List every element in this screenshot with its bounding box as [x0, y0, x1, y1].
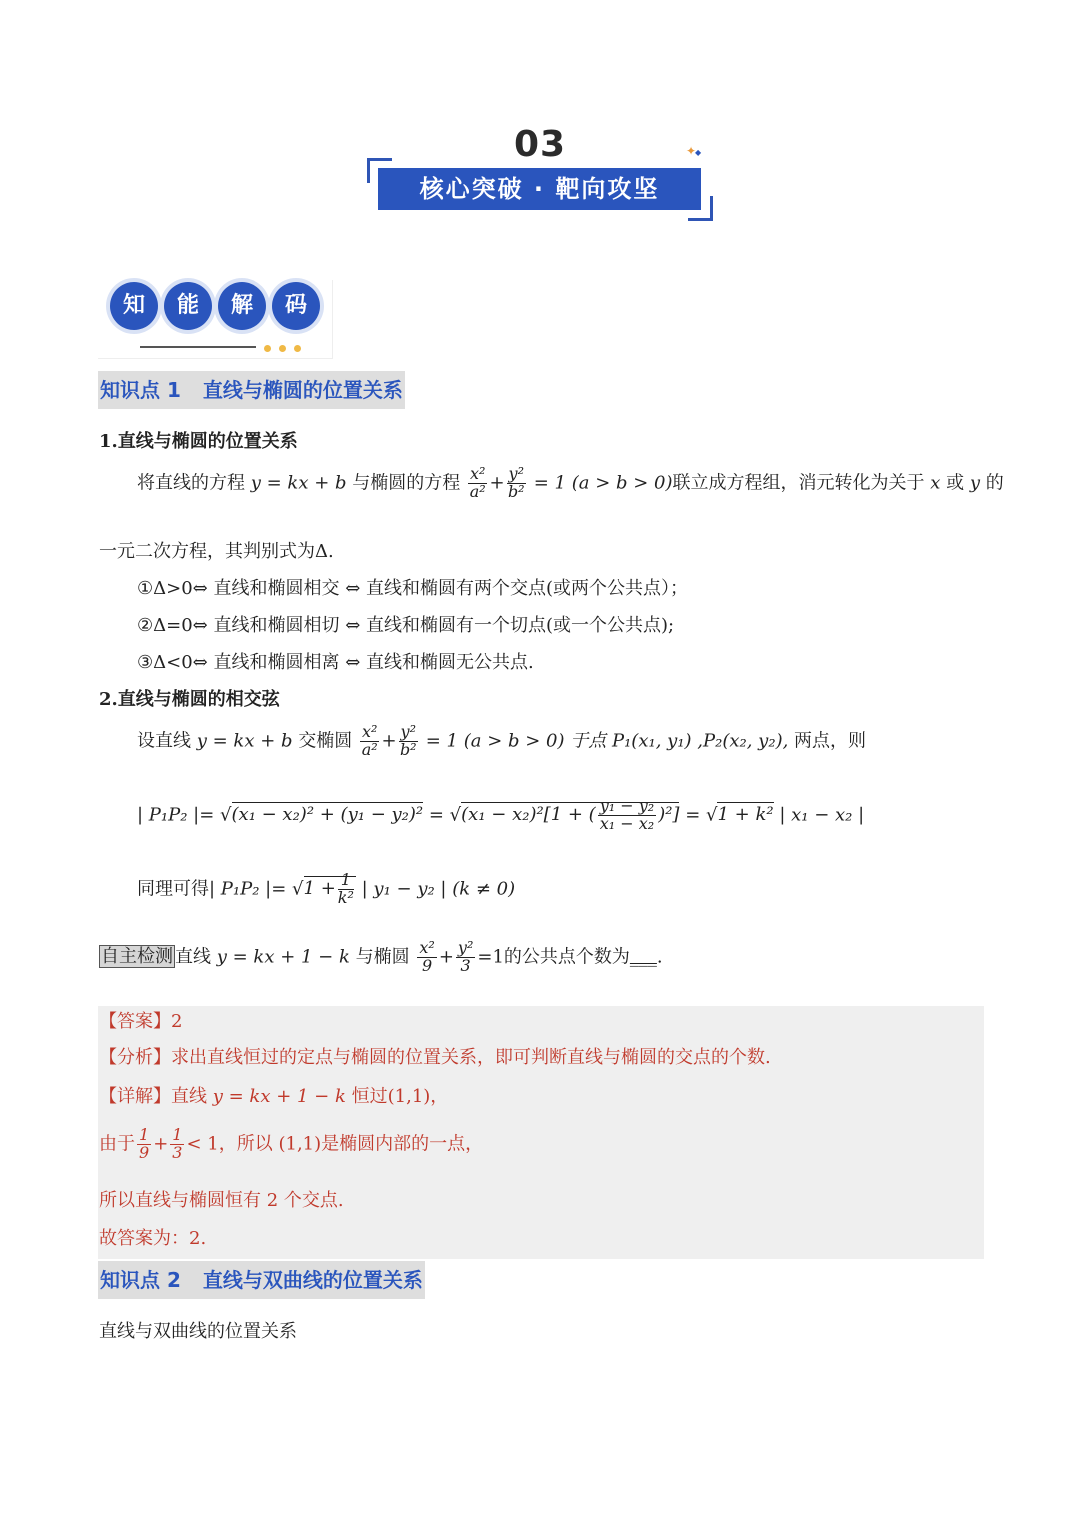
detail-line-2: 由于 $\frac{1}{9}$ + $\frac{1}{3}$ < 1，所以 (1,1)是椭圆内部的一点，	[99, 1125, 484, 1162]
sparkle-icon: ✦	[686, 144, 697, 158]
detail-line: 【详解】直线 y = kx + 1 − k 恒过(1,1)，	[99, 1086, 449, 1107]
detail-line-4: 故答案为：2.	[99, 1228, 207, 1249]
badge-dot	[279, 345, 286, 352]
badge-dot	[264, 345, 271, 352]
knowledge-char-2: 能	[164, 282, 212, 330]
chord-length-formula-y: 同理可得| P₁P₂ |= √1 + $\frac{1}{\text{k²}}$ | y₁ − y₂ | (k ≠ 0)	[137, 870, 516, 907]
knowledge-char-3: 解	[218, 282, 266, 330]
detail-line-3: 所以直线与椭圆恒有 2 个交点.	[99, 1190, 344, 1211]
knowledge-point-1-heading	[98, 371, 405, 409]
self-check-question: 自主检测 直线 y = kx + 1 − k 与椭圆 $\frac{\text{x²}}{9}$ + $\frac{\text{y²}}{3}$ =1的公共点个数为___.	[101, 938, 663, 975]
section-title-banner: 核心突破 · 靶向攻坚	[376, 166, 703, 212]
section-number: 03	[513, 124, 567, 165]
badge-divider	[140, 346, 256, 348]
paragraph-discriminant: 一元二次方程，其判别式为Δ.	[99, 541, 334, 562]
sparkle-small-icon: ◆	[695, 148, 702, 157]
kp-label: 知识点 1	[100, 378, 181, 402]
kp-label: 知识点 2	[100, 1268, 181, 1292]
analysis-line: 【分析】求出直线恒过的定点与椭圆的位置关系，即可判断直线与椭圆的交点的个数.	[99, 1047, 771, 1068]
knowledge-char-4: 码	[272, 282, 320, 330]
list-item: ③Δ<0⇔ 直线和椭圆相离 ⇔ 直线和椭圆无公共点.	[137, 652, 534, 673]
kp-title: 直线与双曲线的位置关系	[202, 1268, 423, 1292]
subheading-1: 1.直线与椭圆的位置关系	[99, 431, 298, 452]
badge-dot	[294, 345, 301, 352]
kp-title: 直线与椭圆的位置关系	[202, 378, 403, 402]
subheading-2: 2.直线与椭圆的相交弦	[99, 689, 280, 710]
subheading-3: 直线与双曲线的位置关系	[99, 1321, 297, 1342]
self-check-tag: 自主检测	[101, 946, 173, 968]
knowledge-char-1: 知	[110, 282, 158, 330]
list-item: ②Δ=0⇔ 直线和椭圆相切 ⇔ 直线和椭圆有一个切点(或一个公共点);	[137, 615, 675, 636]
list-item: ①Δ>0⇔ 直线和椭圆相交 ⇔ 直线和椭圆有两个交点(或两个公共点）；	[137, 578, 689, 599]
paragraph-ellipse-system: 将直线的方程 y = kx + b 与椭圆的方程 $\frac{\text{x²}}{\text{a²}}$ + $\frac{\text{y²}}{\text{b²}}$ = 1 (a > b > 0)联立成方程组，消元转化为关于 x 或 y 的	[137, 464, 1004, 501]
paragraph-intersection: 设直线 y = kx + b 交椭圆 $\frac{\text{x²}}{\text{a²}}$ + $\frac{\text{y²}}{\text{b²}}$ = 1 (a > b > 0) 于点 P₁(x₁, y₁) ,P₂(x₂, y₂), 两点，则	[137, 722, 867, 759]
answer-line: 【答案】2	[99, 1011, 183, 1032]
knowledge-point-2-heading	[98, 1261, 425, 1299]
chord-length-formula: | P₁P₂ |= √(x₁ − x₂)² + (y₁ − y₂)² = √(x₁ − x₂)²[1 + ( $\frac{\text{y₁ − y₂}}{\text{x₁ − x₂}}$ )²] = √1 + k² | x₁ − x₂ |	[137, 796, 865, 833]
